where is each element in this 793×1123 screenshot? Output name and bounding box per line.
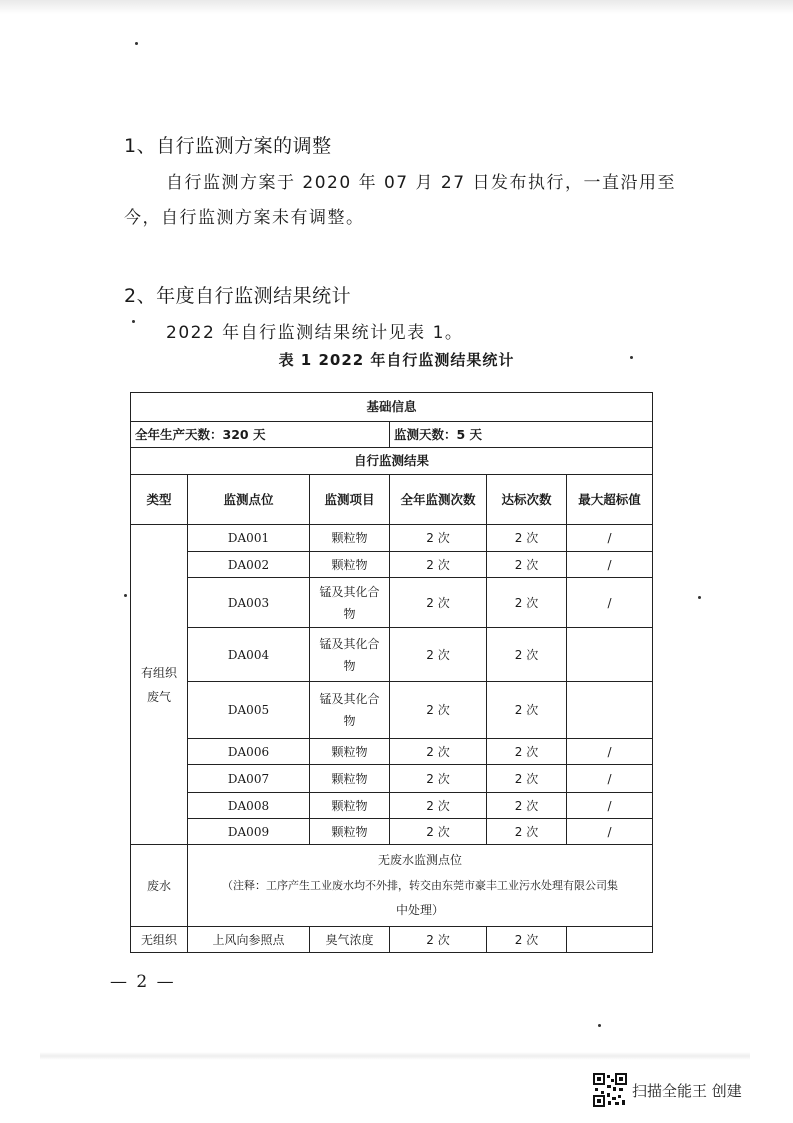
wastewater-line3: 中处理）: [396, 903, 445, 917]
unorg-pass: 2 次: [487, 927, 567, 953]
scan-speck: [132, 320, 135, 323]
row-pass: 2 次: [487, 682, 567, 739]
row-count: 2 次: [390, 819, 487, 845]
production-days: 全年生产天数：320 天: [131, 422, 390, 448]
table-row: [131, 793, 653, 819]
row-item: 颗粒物: [310, 819, 390, 845]
table-row: [131, 552, 653, 578]
scan-edge: [0, 0, 793, 14]
unorg-max: [567, 927, 653, 953]
row-count: 2 次: [390, 628, 487, 682]
row-item: 颗粒物: [310, 739, 390, 765]
header-type: 类型: [131, 475, 188, 525]
scan-speck: [598, 1024, 601, 1027]
section1-paragraph-line2: 今，自行监测方案未有调整。: [124, 208, 365, 228]
table-row: [131, 765, 653, 793]
wastewater-line1: 无废水监测点位: [378, 853, 463, 867]
row-pass: 2 次: [487, 525, 567, 552]
table-row: [131, 578, 653, 628]
results-title: 自行监测结果: [131, 448, 653, 475]
row-count: 2 次: [390, 793, 487, 819]
row-point: DA004: [188, 628, 310, 682]
table-row: [131, 682, 653, 739]
header-count: 全年监测次数: [390, 475, 487, 525]
row-count: 2 次: [390, 525, 487, 552]
row-pass: 2 次: [487, 765, 567, 793]
row-pass: 2 次: [487, 739, 567, 765]
row-item: 锰及其化合物: [310, 578, 390, 628]
table-row: [131, 525, 653, 552]
row-max: /: [567, 765, 653, 793]
monitoring-results-table: [130, 392, 653, 953]
wastewater-note: [188, 845, 653, 927]
row-point: DA007: [188, 765, 310, 793]
basic-info-title: 基础信息: [131, 393, 653, 422]
wastewater-line2: （注释：工序产生工业废水均不外排，转交由东莞市豪丰工业污水处理有限公司集: [222, 879, 619, 892]
row-count: 2 次: [390, 739, 487, 765]
row-max: /: [567, 819, 653, 845]
section1-paragraph-line1: 自行监测方案于 2020 年 07 月 27 日发布执行，一直沿用至: [166, 173, 676, 193]
row-max: /: [567, 793, 653, 819]
row-pass: 2 次: [487, 628, 567, 682]
row-count: 2 次: [390, 682, 487, 739]
monitoring-days: 监测天数：5 天: [390, 422, 653, 448]
row-pass: 2 次: [487, 793, 567, 819]
row-count: 2 次: [390, 552, 487, 578]
row-max: [567, 628, 653, 682]
table-row: [131, 739, 653, 765]
row-point: DA003: [188, 578, 310, 628]
row-count: 2 次: [390, 578, 487, 628]
scan-speck: [124, 594, 127, 597]
scanner-watermark: 扫描全能王 创建: [632, 1082, 742, 1100]
scan-speck: [135, 42, 138, 45]
org-gas-type: 有组织废气: [131, 525, 188, 845]
unorg-point: 上风向参照点: [188, 927, 310, 953]
qr-code-icon: [593, 1073, 627, 1107]
row-item: 锰及其化合物: [310, 628, 390, 682]
header-point: 监测点位: [188, 475, 310, 525]
unorg-count: 2 次: [390, 927, 487, 953]
table-row: [131, 819, 653, 845]
page-number: — 2 —: [110, 972, 176, 992]
row-point: DA006: [188, 739, 310, 765]
row-count: 2 次: [390, 765, 487, 793]
wastewater-type: 废水: [131, 845, 188, 927]
row-max: /: [567, 578, 653, 628]
row-point: DA008: [188, 793, 310, 819]
scan-speck: [630, 356, 633, 359]
unorg-type: 无组织: [131, 927, 188, 953]
row-max: /: [567, 525, 653, 552]
unorg-item: 臭气浓度: [310, 927, 390, 953]
row-pass: 2 次: [487, 819, 567, 845]
section1-heading: 1、自行监测方案的调整: [124, 135, 332, 157]
scan-speck: [698, 596, 701, 599]
row-point: DA005: [188, 682, 310, 739]
row-point: DA009: [188, 819, 310, 845]
row-item: 颗粒物: [310, 765, 390, 793]
unorganized-row: [131, 927, 653, 953]
section2-paragraph: 2022 年自行监测结果统计见表 1。: [166, 323, 464, 343]
section2-heading: 2、年度自行监测结果统计: [124, 285, 352, 307]
row-item: 锰及其化合物: [310, 682, 390, 739]
row-max: [567, 682, 653, 739]
header-item: 监测项目: [310, 475, 390, 525]
row-pass: 2 次: [487, 552, 567, 578]
row-item: 颗粒物: [310, 793, 390, 819]
row-point: DA002: [188, 552, 310, 578]
wastewater-row: [131, 845, 653, 927]
row-item: 颗粒物: [310, 525, 390, 552]
scan-edge: [40, 1052, 750, 1060]
table-row: [131, 628, 653, 682]
row-max: /: [567, 552, 653, 578]
row-point: DA001: [188, 525, 310, 552]
row-max: /: [567, 739, 653, 765]
table-caption: 表 1 2022 年自行监测结果统计: [278, 351, 515, 369]
row-item: 颗粒物: [310, 552, 390, 578]
header-pass: 达标次数: [487, 475, 567, 525]
row-pass: 2 次: [487, 578, 567, 628]
header-max: 最大超标值: [567, 475, 653, 525]
